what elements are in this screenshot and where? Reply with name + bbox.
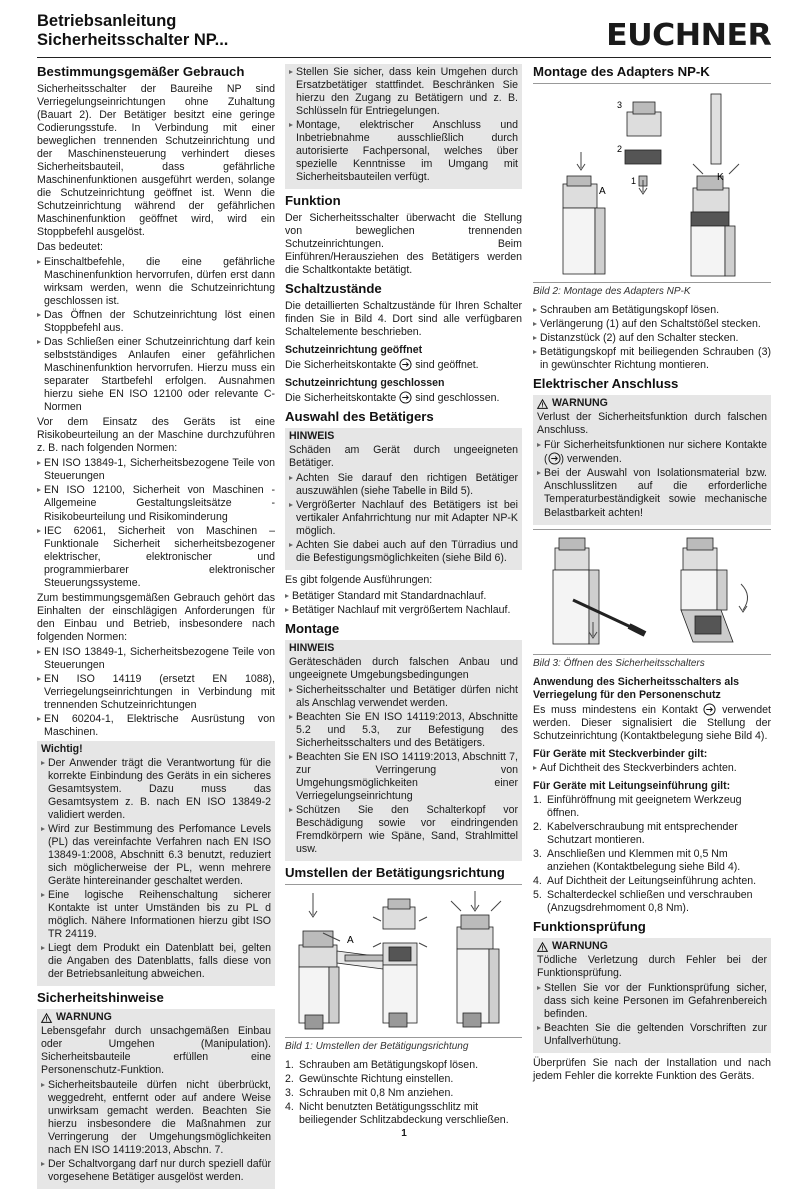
text: sind geöffnet. <box>415 359 479 372</box>
paragraph-geoeffnet <box>285 358 522 372</box>
step-text: Schrauben mit 0,8 Nm anziehen. <box>299 1087 454 1100</box>
list-item: EN ISO 13849-1, Sicherheitsbezogene Teile von Steuerungen <box>37 457 275 483</box>
hinweis-text: Geräteschäden durch falschen Anbau und ungeeignete Umgebungsbedingungen <box>289 655 518 681</box>
step-number: 3. <box>285 1087 294 1100</box>
paragraph-gebrauch: Zum bestimmungsgemäßen Gebrauch gehört das Einhalten der einschlägigen Anforderungen für den Einbau und Betrieb, insbesondere nach folgenden Normen: <box>37 591 275 643</box>
list-item: Achten Sie darauf den richtigen Betätiger auszuwählen (siehe Tabelle in Bild 5). <box>289 472 518 498</box>
figure-label-1: 1 <box>631 176 637 186</box>
list-item: EN ISO 14119 (ersetzt EN 1088), Verriegelungseinrichtungen in Verbindung mit trennenden Schutzeinrichtungen <box>37 673 275 712</box>
hinweis-box <box>285 428 522 570</box>
step-text: Einführöffnung mit geeignetem Werkzeug öffnen. <box>547 793 742 819</box>
heading-schaltzustaende: Schaltzustände <box>285 281 382 297</box>
hinweis-text: Schäden am Gerät durch ungeeigneten Betätiger. <box>289 444 518 470</box>
list-item: Schützen Sie den Schalterkopf vor Beschädigung sowie vor eindringenden Fremdkörpern wie Späne, Sand, Strahlmittel usw. <box>289 804 518 856</box>
warning-box <box>37 1009 275 1189</box>
figure-label-a: A <box>599 186 606 197</box>
heading-leitung: Für Geräte mit Leitungseinführung gilt: <box>533 779 731 792</box>
text: Die Sicherheitskontakte <box>285 392 397 405</box>
column-1 <box>37 64 275 1193</box>
list-item: Verlängerung (1) auf den Schaltstößel stecken. <box>533 318 771 331</box>
figure-caption: Bild 3: Öffnen des Sicherheitsschalters <box>533 657 705 669</box>
list-ausfuehrungen <box>285 590 522 617</box>
heading-anwendung: Anwendung des Sicherheitsschalters als Verriegelung für den Personenschutz <box>533 675 740 701</box>
warning-continued-list <box>289 66 518 184</box>
list-item: EN ISO 12100, Sicherheit von Maschinen - Allgemeine Gestaltungsleitsätze - Risikobeurteilung und Risikominderung <box>37 484 275 523</box>
heading-funktion: Funktion <box>285 193 341 209</box>
hinweis-title: HINWEIS <box>289 430 335 443</box>
step-item <box>285 1087 522 1100</box>
list-item: Achten Sie dabei auch auf den Türradius und die Befestigungsmöglichkeiten (siehe Bild 6). <box>289 539 518 565</box>
list-item: EN 60204-1, Elektrische Ausrüstung von Maschinen. <box>37 713 275 739</box>
step-item <box>533 848 771 874</box>
step-text: Schrauben am Betätigungskopf lösen. <box>299 1059 479 1072</box>
step-number: 3. <box>533 848 542 860</box>
positive-opening-contact-icon <box>399 358 412 371</box>
heading-funktionspruefung: Funktionsprüfung <box>533 919 646 935</box>
warning-text: Lebensgefahr durch unsachgemäßen Einbau oder Umgehen (Manipulation). Sicherheitsbauteile erfüllen eine Personenschutz-Funktion. <box>41 1025 271 1077</box>
warning-title <box>41 1011 271 1024</box>
figure-adapter-drawing <box>533 84 771 282</box>
heading-auswahl: Auswahl des Betätigers <box>285 409 434 425</box>
list-item: Der Anwender trägt die Verantwortung für die korrekte Einbindung des Geräts in ein sicheres Gesamtsystem. Dazu muss das Gesamtsystem z. B. nach EN ISO 13849-2 validiert werden. <box>41 757 271 822</box>
text: Es muss mindestens ein Kontakt <box>533 703 698 716</box>
heading-adapter: Montage des Adapters NP-K <box>533 64 710 79</box>
step-text: Schalterdeckel schließen und verschrauben (Anzugsdrehmoment 0,8 Nm). <box>547 889 753 915</box>
list-item: Einschaltbefehle, die eine gefährliche Maschinenfunktion hervorrufen, dürfen erst dann wirksam werden, wenn die Schutzeinrichtung geschlossen ist. <box>37 256 275 308</box>
warning-label: WARNUNG <box>552 397 608 410</box>
text: verwendet werden. Dieser signalisiert die Stellung der Schutzeinrichtung (Kontaktbelegung siehe Bild 4). <box>533 703 771 742</box>
warning-triangle-icon <box>41 1013 52 1023</box>
step-text: Nicht benutzten Betätigungsschlitz mit beiliegender Schlitzabdeckung verschließen. <box>299 1101 509 1127</box>
paragraph-anwendung <box>533 703 771 743</box>
list-item: Beachten Sie EN ISO 14119:2013, Abschnitte 5.2 und 5.3, zur Befestigung des Sicherheitsschalters und des Betätigers. <box>289 711 518 750</box>
warning-continued-box <box>285 64 522 189</box>
warning-text: Verlust der Sicherheitsfunktion durch falschen Anschluss. <box>537 411 767 437</box>
warning-title <box>537 940 767 953</box>
step-number: 2. <box>533 820 542 833</box>
positive-opening-contact-icon <box>399 391 412 404</box>
step-text: Kabelverschraubung mit entsprechender Schutzart montieren. <box>547 820 738 846</box>
list-item: Das Schließen einer Schutzeinrichtung darf kein selbstständiges Anlaufen einer gefährlichen Maschinenfunktion hervorrufen. Hierzu muss ein separater Startbefehl erfolgen. Ausnahmen hierzu siehe EN ISO 12100 oder relevante C-Normen <box>37 336 275 414</box>
paragraph-bedeutet: Das bedeutet: <box>37 241 103 254</box>
list-item: Beachten Sie die geltenden Vorschriften zur Unfallverhütung. <box>537 1022 767 1048</box>
list-item: Wird zur Bestimmung des Perfomance Levels (PL) das vereinfachte Verfahren nach EN ISO 13849-1:2008, Abschnitt 6.3 benutzt, reduziert sich möglicherweise der PL, wenn mehrere Geräte hintereinander geschaltet werden. <box>41 823 271 888</box>
heading-bestimmung: Bestimmungsgemäßer Gebrauch <box>37 64 245 79</box>
list-item: Sicherheitsbauteile dürfen nicht überbrückt, weggedreht, entfernt oder auf andere Weise unwirksam gemacht werden. Beachten Sie hierzu insbesondere die Maßnahmen zur Verringerung der Umgehungsmöglichkeiten nach EN ISO 14119:2013, Abschn. 7. <box>41 1079 271 1157</box>
step-number: 2. <box>285 1073 294 1086</box>
warning-box <box>533 395 771 524</box>
page-header <box>37 12 771 58</box>
text: sind geschlossen. <box>415 392 500 405</box>
step-number: 1. <box>285 1059 294 1072</box>
list-bedeutet <box>37 256 275 414</box>
positive-opening-contact-icon <box>548 452 561 465</box>
figure-label-a: A <box>347 934 354 946</box>
heading-montage: Montage <box>285 620 340 636</box>
column-3 <box>533 64 771 1085</box>
list-normen-gebrauch <box>37 646 275 739</box>
list-item: Bei der Auswahl von Isolationsmaterial bzw. Anschlusslitzen auf die erforderliche Temperaturbeständigkeit sowie mechanische Belastbarkeit achten! <box>537 467 767 519</box>
list-item: Beachten Sie EN ISO 14119:2013, Abschnitt 7, zur Verringerung von Umgehungsmöglichkeiten einer Verriegelungseinrichtung <box>289 751 518 803</box>
paragraph-geschlossen <box>285 391 522 405</box>
text: Für Sicherheitsfunktionen nur sichere Kontakte ( <box>544 439 767 466</box>
warning-label: WARNUNG <box>56 1011 112 1024</box>
paragraph-ausfuehrungen: Es gibt folgende Ausführungen: <box>285 574 433 587</box>
step-item <box>285 1073 522 1086</box>
list-item: Vergrößerter Nachlauf des Betätigers ist bei vertikaler Anfahrrichtung nur mit Adapter NP-K möglich. <box>289 499 518 538</box>
hinweis-list <box>289 684 518 856</box>
step-item <box>533 875 771 888</box>
list-normen-risiko <box>37 457 275 589</box>
step-text: Anschließen und Klemmen mit 0,5 Nm anziehen (Kontaktbelegung siehe Bild 4). <box>547 848 741 874</box>
step-number: 4. <box>285 1101 294 1114</box>
figure-adapter <box>533 83 771 283</box>
warning-box <box>533 938 771 1053</box>
warning-label: WARNUNG <box>552 940 608 953</box>
figure-caption: Bild 2: Montage des Adapters NP-K <box>533 286 691 297</box>
step-item <box>285 1101 522 1127</box>
list-item: Auf Dichtheit des Steckverbinders achten. <box>533 762 771 775</box>
heading-elektrisch: Elektrischer Anschluss <box>533 376 679 392</box>
step-number: 1. <box>533 793 542 806</box>
step-item <box>533 889 771 915</box>
step-item <box>533 794 771 820</box>
step-text: Auf Dichtheit der Leitungseinführung achten. <box>547 875 757 888</box>
figure-umstellen-drawing <box>285 885 522 1037</box>
wichtig-box <box>37 741 275 986</box>
leitung-steps <box>533 794 771 915</box>
list-item: Betätiger Standard mit Standardnachlauf. <box>285 590 522 603</box>
step-number: 5. <box>533 889 542 902</box>
warning-text: Tödliche Verletzung durch Fehler bei der Funktionsprüfung. <box>537 954 767 980</box>
doc-title-line2: Sicherheitsschalter NP... <box>37 31 229 49</box>
heading-umstellen: Umstellen der Betätigungsrichtung <box>285 864 505 880</box>
positive-opening-contact-icon <box>703 703 716 716</box>
hinweis-montage-box <box>285 640 522 861</box>
list-item: Liegt dem Produkt ein Datenblatt bei, gelten die Angaben des Datenblatts, falls diese von der Betriebsanleitung abweichen. <box>41 942 271 981</box>
warning-triangle-icon <box>537 399 548 409</box>
figure-label-k: K <box>717 172 724 183</box>
warning-triangle-icon <box>537 942 548 952</box>
list-item: Sicherheitsschalter und Betätiger dürfen nicht als Anschlag verwendet werden. <box>289 684 518 710</box>
hinweis-list <box>289 472 518 565</box>
steck-list <box>533 762 771 775</box>
list-item: Stellen Sie sicher, dass kein Umgehen durch Ersatzbetätiger stattfindet. Beschränken Sie hierzu den Zugang zu Betätigern und z. B. Schlüsseln für Entriegelungen. <box>289 66 518 118</box>
text: ) verwenden. <box>560 453 622 466</box>
list-item: Betätiger Nachlauf mit vergrößertem Nachlauf. <box>285 604 522 617</box>
figure-label-3: 3 <box>617 100 623 110</box>
figure-oeffnen <box>533 529 771 655</box>
paragraph-final: Überprüfen Sie nach der Installation und nach jedem Fehler die korrekte Funktion des Geräts. <box>533 1057 771 1083</box>
figure-oeffnen-drawing <box>533 530 771 654</box>
list-item: Der Schaltvorgang darf nur durch speziell dafür vorgesehene Betätiger ausgelöst werden. <box>41 1158 271 1184</box>
wichtig-title: Wichtig! <box>41 742 83 755</box>
list-item: Das Öffnen der Schutzeinrichtung löst einen Stoppbefehl aus. <box>37 309 275 335</box>
list-item: Montage, elektrischer Anschluss und Inbetriebnahme ausschließlich durch autorisierte Fachpersonal, welches über spezielle Kenntnisse im Umgang mit Sicherheitsbauteilen verfügt. <box>289 119 518 184</box>
text: Die Sicherheitskontakte <box>285 359 397 372</box>
list-item: IEC 62061, Sicherheit von Maschinen – Funktionale Sicherheit sicherheitsbezogener elektrischer, elektronischer und programmierbarer elektronischer Steuerungssysteme. <box>37 525 275 590</box>
figure-label-2: 2 <box>617 144 623 154</box>
paragraph-intro: Sicherheitsschalter der Baureihe NP sind Verriegelungseinrichtungen ohne Zuhaltung (Bauart 2). Der Betätiger besitzt eine geringe Codierungsstufe. In Verbindung mit einer beweglichen trennenden Schutzeinrichtung und der Maschinensteuerung verhindert dieses Sicherheitsbauteil, dass gefährliche Maschinenfunktionen ausgeführt werden, solange die Schutzeinrichtung geöffnet ist. Wenn die Schutzeinrichtung während der gefährlichen Maschinenfunktion geöffnet wird, wird ein Stoppbefehl ausgelöst. <box>37 83 275 239</box>
wichtig-list <box>41 757 271 981</box>
step-text: Gewünschte Richtung einstellen. <box>299 1073 454 1086</box>
adapter-list <box>533 304 771 372</box>
list-item: Distanzstück (2) auf den Schalter stecken. <box>533 332 771 345</box>
list-item <box>537 439 767 466</box>
list-item: Schrauben am Betätigungskopf lösen. <box>533 304 771 317</box>
figure-caption: Bild 1: Umstellen der Betätigungsrichtung <box>285 1040 469 1052</box>
list-item: Betätigungskopf mit beiliegenden Schrauben (3) in gewünschter Richtung montieren. <box>533 346 771 372</box>
heading-geschlossen: Schutzeinrichtung geschlossen <box>285 377 445 390</box>
column-2 <box>285 64 522 1129</box>
step-item <box>285 1059 522 1072</box>
euchner-logo: EUCHNER <box>605 18 771 53</box>
warning-list <box>537 439 767 519</box>
list-item: EN ISO 13849-1, Sicherheitsbezogene Teile von Steuerungen <box>37 646 275 672</box>
steps-umstellen <box>285 1059 522 1127</box>
paragraph-schaltzustaende: Die detaillierten Schaltzustände für Ihren Schalter finden Sie in Bild 4. Dort sind alle verfügbaren Schaltelemente beschrieben. <box>285 300 522 339</box>
heading-steck: Für Geräte mit Steckverbinder gilt: <box>533 747 708 760</box>
page-number: 1 <box>401 1128 407 1139</box>
list-item: Stellen Sie vor der Funktionsprüfung sicher, dass sich keine Personen im Gefahrenbereich befinden. <box>537 982 767 1021</box>
doc-title-line1: Betriebsanleitung <box>37 12 177 30</box>
paragraph-risiko: Vor dem Einsatz des Geräts ist eine Risikobeurteilung an der Maschine durchzuführen z. B. nach folgenden Normen: <box>37 416 275 455</box>
list-item: Eine logische Reihenschaltung sicherer Kontakte ist unter Umständen bis zu PL d möglich. Nähere Informationen hierzu gibt ISO TR 24119. <box>41 889 271 941</box>
heading-geoeffnet: Schutzeinrichtung geöffnet <box>285 344 423 357</box>
hinweis-title: HINWEIS <box>289 641 335 654</box>
step-item <box>533 821 771 847</box>
heading-sicherheit: Sicherheitshinweise <box>37 990 164 1006</box>
step-number: 4. <box>533 875 542 888</box>
figure-umstellen <box>285 884 522 1038</box>
warning-title <box>537 397 767 410</box>
warning-list <box>537 982 767 1048</box>
paragraph-funktion: Der Sicherheitsschalter überwacht die Stellung von beweglichen trennenden Schutzeinrichtungen. Beim Einführen/Herausziehen des Betätigers werden die Schaltkontakte betätigt. <box>285 212 522 277</box>
